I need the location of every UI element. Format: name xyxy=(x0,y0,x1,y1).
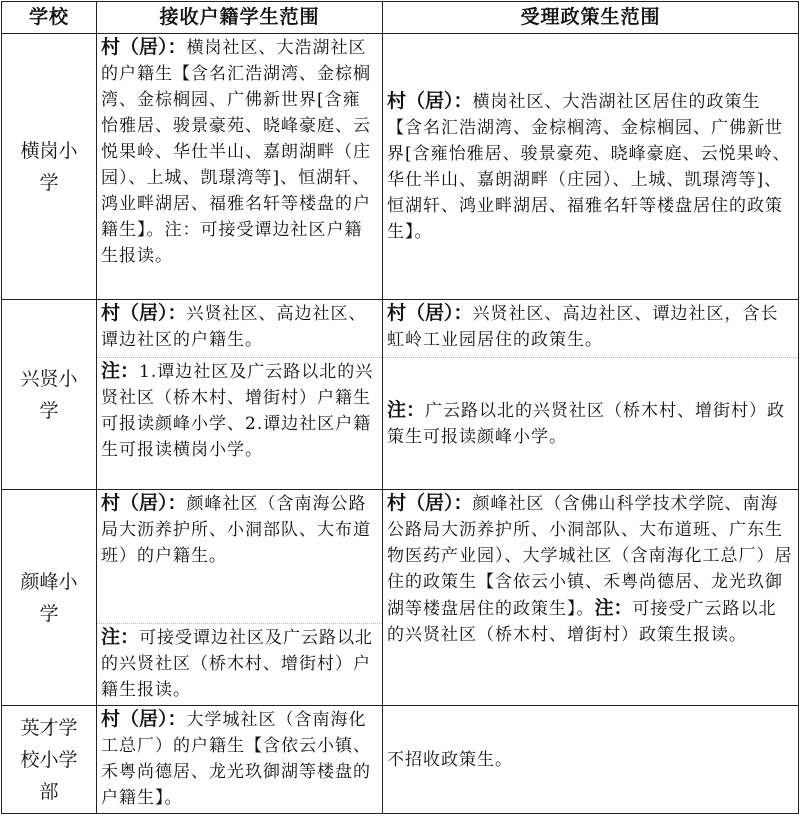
policy-cell xyxy=(383,490,799,706)
household-label: 村（居）： xyxy=(101,36,187,58)
household-label: 村（居）： xyxy=(101,492,187,514)
header-household-range: 接收户籍学生范围 xyxy=(97,2,383,34)
household-note: 可接受谭边社区及广云路以北的兴贤社区（桥木村、增街村）户籍生报读。 xyxy=(101,628,374,700)
table-row xyxy=(2,358,799,490)
policy-label: 村（居）： xyxy=(387,302,473,324)
table-row xyxy=(2,300,799,358)
household-label: 村（居）： xyxy=(101,708,187,730)
policy-cell xyxy=(383,300,799,358)
household-note: 1.谭边社区及广云路以北的兴贤社区（桥木村、增街村）户籍生可报读颜峰小学、2.谭边社区户籍生可报读横岗小学。 xyxy=(101,362,374,460)
policy-note-label: 注： xyxy=(594,597,633,619)
header-row xyxy=(2,2,799,34)
policy-label: 村（居）： xyxy=(387,492,473,514)
household-note-cell xyxy=(97,624,383,706)
household-text: 兴贤社区、高边社区、谭边社区的户籍生。 xyxy=(101,304,367,350)
policy-cell xyxy=(383,706,799,814)
household-text: 大学城社区（含南海化工总厂）的户籍生【含依云小镇、禾粤尚德居、龙光玖御湖等楼盘的户籍生】。 xyxy=(101,710,371,808)
policy-note: 广云路以北的兴贤社区（桥木村、增街村）政策生可报读颜峰小学。 xyxy=(387,401,786,447)
household-text: 颜峰社区（含南海公路局大沥养护所、小洞部队、大布道班）的户籍生。 xyxy=(101,494,371,566)
policy-cell xyxy=(383,34,799,300)
policy-text: 颜峰社区（含佛山科学技术学院、南海公路局大沥养护所、小洞部队、大布道班、广东生物医药产业园）、大学城社区（含南海化工总厂）居住的政策生【含依云小镇、禾粤尚德居、龙光玖御湖等楼盘居住的政策生】。 xyxy=(387,494,793,619)
household-cell xyxy=(97,300,383,358)
policy-note-cell xyxy=(383,358,799,490)
policy-text: 兴贤社区、高边社区、谭边社区，含长虹岭工业园居住的政策生。 xyxy=(387,304,779,350)
school-name: 兴贤小学 xyxy=(2,300,97,490)
table-row xyxy=(2,34,799,300)
policy-label: 村（居）： xyxy=(387,90,473,112)
header-school: 学校 xyxy=(2,2,97,34)
household-note-cell xyxy=(97,358,383,490)
policy-note-label: 注： xyxy=(387,399,426,421)
household-cell xyxy=(97,490,383,624)
table-row xyxy=(2,706,799,814)
table-row xyxy=(2,490,799,624)
household-text: 横岗社区、大浩湖社区的户籍生【含名汇浩湖湾、金棕榈湾、金棕榈园、广佛新世界[含雍怡雅居、骏景豪苑、晓峰豪庭、云悦果岭、华仕半山、嘉朗湖畔（庄园）、上城、凯璟湾等]、恒湖轩、鸿业畔湖居、福雅名轩等楼盘的户籍生】。注：可接受谭边社区户籍生报读。 xyxy=(101,38,371,266)
policy-note: 可接受广云路以北的兴贤社区（桥木村、增街村）政策生报读。 xyxy=(387,599,777,645)
school-name: 颜峰小学 xyxy=(2,490,97,706)
household-cell xyxy=(97,34,383,300)
household-label: 村（居）： xyxy=(101,302,187,324)
school-name: 横岗小学 xyxy=(2,34,97,300)
household-note-label: 注： xyxy=(101,360,140,382)
enrollment-table xyxy=(1,1,799,814)
household-note-label: 注： xyxy=(101,626,140,648)
policy-text: 不招收政策生。 xyxy=(387,749,513,770)
policy-text: 横岗社区、大浩湖社区居住的政策生【含名汇浩湖湾、金棕榈湾、金棕榈园、广佛新世界[含雍怡雅居、骏景豪苑、晓峰豪庭、云悦果岭、华仕半山、嘉朗湖畔（庄园）、上城、凯璟湾等]、恒湖轩、鸿业畔湖居、福雅名轩等楼盘居住的政策生】。 xyxy=(387,92,791,242)
header-policy-range: 受理政策生范围 xyxy=(383,2,799,34)
household-cell xyxy=(97,706,383,814)
school-name: 英才学校小学部 xyxy=(2,706,97,814)
